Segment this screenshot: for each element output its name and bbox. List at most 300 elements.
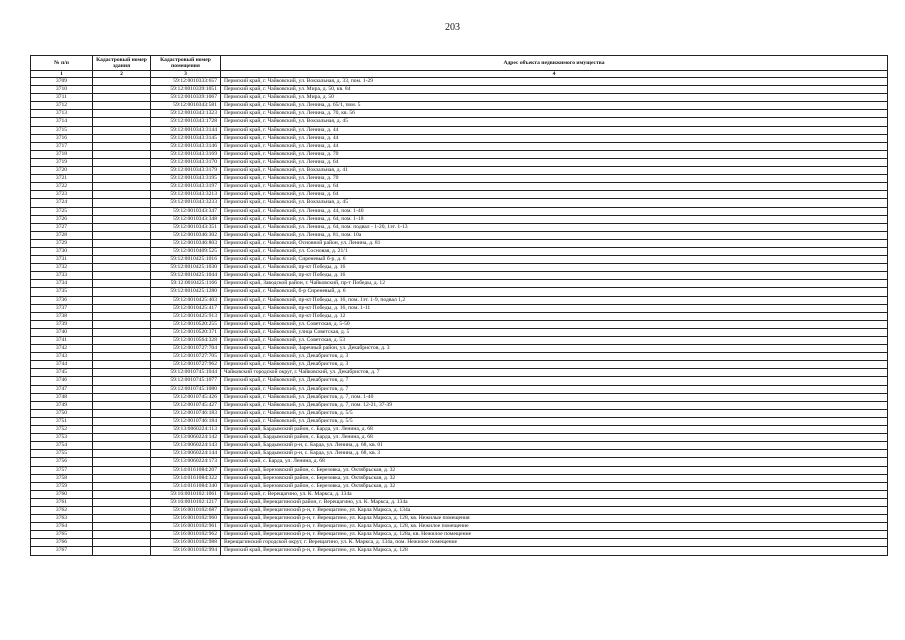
building-cadastral-cell [93,466,151,474]
row-number: 3743 [31,353,93,361]
address-cell: Пермский край, г. Чайковский, пр-кт Победы, д. 16 [221,264,888,272]
room-cadastral-cell: 59:12:0010333:657 [151,78,221,86]
building-cadastral-cell [93,531,151,539]
room-cadastral-cell: 59:12:0010343:3170 [151,158,221,166]
header-room-cadastral: Кадастровый номер помещения [151,56,221,71]
row-number: 3732 [31,264,93,272]
address-cell: Пермский край, г. Чайковский, пр-кт Победы, д. 12 [221,312,888,320]
row-number: 3734 [31,280,93,288]
address-cell: Пермский край, г. Чайковский, ул. Ленина, д. 65/1, пом. 5 [221,102,888,110]
row-number: 3737 [31,304,93,312]
building-cadastral-cell [93,539,151,547]
building-cadastral-cell [93,110,151,118]
building-cadastral-cell [93,264,151,272]
address-cell: Пермский край, г. Чайковский, ул. Ленина, д. 81, пом. 10а [221,231,888,239]
building-cadastral-cell [93,191,151,199]
column-number: 4 [221,71,888,78]
building-cadastral-cell [93,102,151,110]
room-cadastral-cell: 59:12:0010343:348 [151,215,221,223]
table-row [31,167,888,175]
building-cadastral-cell [93,304,151,312]
room-cadastral-cell: 59:12:0010727:704 [151,345,221,353]
room-cadastral-cell: 59:16:0010102:988 [151,539,221,547]
building-cadastral-cell [93,280,151,288]
building-cadastral-cell [93,393,151,401]
row-number: 3755 [31,450,93,458]
row-number: 3742 [31,345,93,353]
table-row [31,498,888,506]
address-cell: Пермский край, г. Верещагино, ул. К. Маркса, д. 134а [221,490,888,498]
table-row [31,183,888,191]
table-row [31,515,888,523]
table-row [31,337,888,345]
row-number: 3762 [31,506,93,514]
row-number: 3717 [31,142,93,150]
row-number: 3726 [31,215,93,223]
row-number: 3735 [31,288,93,296]
table-row [31,547,888,555]
room-cadastral-cell: 59:12:0010746:183 [151,409,221,417]
row-number: 3740 [31,328,93,336]
table-row [31,434,888,442]
building-cadastral-cell [93,450,151,458]
room-cadastral-cell: 59:12:0010425:1166 [151,280,221,288]
building-cadastral-cell [93,490,151,498]
row-number: 3759 [31,482,93,490]
room-cadastral-cell: 59:12:0010425:1016 [151,256,221,264]
column-numbers-row [31,71,888,78]
table-row [31,150,888,158]
room-cadastral-cell: 59:12:0010343:1728 [151,118,221,126]
room-cadastral-cell: 59:16:0010102:994 [151,547,221,555]
address-cell: Пермский край, г. Чайковский, ул. Ленина, д. 64 [221,191,888,199]
table-row [31,506,888,514]
page-number: 203 [445,22,460,33]
address-cell: Пермский край, Березовский район, с. Березовка, ул. Октябрьская, д. 32 [221,482,888,490]
room-cadastral-cell: 59:12:0010425:1280 [151,288,221,296]
room-cadastral-cell: 59:12:0010343:3197 [151,183,221,191]
address-cell: Пермский край, г. Чайковский, ул. Ленина, д. 70, кв. 56 [221,110,888,118]
table-row [31,458,888,466]
row-number: 3764 [31,523,93,531]
building-cadastral-cell [93,385,151,393]
building-cadastral-cell [93,247,151,255]
building-cadastral-cell [93,409,151,417]
room-cadastral-cell: 59:13:0060224:113 [151,426,221,434]
room-cadastral-cell: 59:12:0010409:525 [151,247,221,255]
row-number: 3727 [31,223,93,231]
building-cadastral-cell [93,175,151,183]
building-cadastral-cell [93,199,151,207]
room-cadastral-cell: 59:12:0010745:1077 [151,377,221,385]
room-cadastral-cell: 59:12:0010343:1323 [151,110,221,118]
row-number: 3757 [31,466,93,474]
row-number: 3716 [31,134,93,142]
table-row [31,247,888,255]
table-row [31,175,888,183]
column-number: 1 [31,71,93,78]
room-cadastral-cell: 59:12:0010343:3195 [151,175,221,183]
room-cadastral-cell: 59:12:0010745:426 [151,393,221,401]
building-cadastral-cell [93,377,151,385]
address-cell: Пермский край, Верещагинский р-н, г. Верещагино, ул. Карла Маркса, д. 134а [221,506,888,514]
address-cell: Пермский край, г. Чайковский, ул. Декабристов, д. 3 [221,361,888,369]
room-cadastral-cell: 59:12:0010745:1044 [151,369,221,377]
table-row [31,126,888,134]
room-cadastral-cell: 59:12:0010343:351 [151,223,221,231]
table-row [31,94,888,102]
address-cell: Пермский край, г. Чайковский, пр-кт Победы, д. 16, пом. 1эт. 1-9, подвал 1,2 [221,296,888,304]
table-row [31,118,888,126]
room-cadastral-cell: 59:12:0010343:3179 [151,167,221,175]
table-row [31,223,888,231]
room-cadastral-cell: 59:12:0010346:803 [151,239,221,247]
table-row [31,401,888,409]
address-cell: Пермский край, г. Чайковский, ул. Декабристов, д. 7 [221,385,888,393]
table-row [31,523,888,531]
address-cell: Пермский край, г. Чайковский, ул. Ленина, д. 64 [221,158,888,166]
table-row [31,280,888,288]
row-number: 3750 [31,409,93,417]
address-cell: Пермский край, г. Чайковский, ул. Вокзальная, д. 45 [221,199,888,207]
building-cadastral-cell [93,94,151,102]
table-row [31,199,888,207]
address-cell: Пермский край, г. Чайковский, ул. Ленина, д. 70 [221,175,888,183]
table-row [31,304,888,312]
row-number: 3725 [31,207,93,215]
building-cadastral-cell [93,515,151,523]
address-cell: Пермский край, г. Чайковский, ул. Сосновая, д. 21/1 [221,247,888,255]
table-row [31,442,888,450]
room-cadastral-cell: 59:13:0060224:173 [151,458,221,466]
building-cadastral-cell [93,434,151,442]
address-cell: Пермский край, г. Чайковский, ул. Декабристов, д. 7 [221,377,888,385]
building-cadastral-cell [93,288,151,296]
room-cadastral-cell: 59:12:0010564:328 [151,337,221,345]
row-number: 3710 [31,86,93,94]
row-number: 3753 [31,434,93,442]
building-cadastral-cell [93,361,151,369]
row-number: 3746 [31,377,93,385]
row-number: 3745 [31,369,93,377]
row-number: 3731 [31,256,93,264]
table-row [31,466,888,474]
address-cell: Пермский край, г. Чайковский, ул. Советская, д. 5-50 [221,320,888,328]
address-cell: Пермский край, г. Чайковский, улица Советская, д. 5 [221,328,888,336]
address-cell: Верещагинский городской округ, г. Верещагино, ул. К. Маркса, д. 134а, пом. Нежилое помещение [221,539,888,547]
building-cadastral-cell [93,523,151,531]
row-number: 3730 [31,247,93,255]
table-row [31,385,888,393]
row-number: 3763 [31,515,93,523]
row-number: 3713 [31,110,93,118]
row-number: 3723 [31,191,93,199]
table-row [31,369,888,377]
table-row [31,417,888,425]
building-cadastral-cell [93,320,151,328]
table-row [31,539,888,547]
table-row [31,264,888,272]
room-cadastral-cell: 59:12:0010425:403 [151,296,221,304]
row-number: 3751 [31,417,93,425]
address-cell: Пермский край, г. Чайковский, Основной район, ул. Ленина, д. 81 [221,239,888,247]
room-cadastral-cell: 59:14:0161084:207 [151,466,221,474]
building-cadastral-cell [93,482,151,490]
building-cadastral-cell [93,498,151,506]
room-cadastral-cell: 59:16:0010102:962 [151,531,221,539]
address-cell: Пермский край, Верещагинский р-н, г. Верещагино, ул. Карла Маркса, д. 128 [221,547,888,555]
address-cell: Пермский край, г. Чайковский, ул. Ленина, д. 44, пом. 1-40 [221,207,888,215]
address-cell: Пермский край, г. Чайковский, ул. Декабристов, д. 3 [221,353,888,361]
building-cadastral-cell [93,239,151,247]
building-cadastral-cell [93,215,151,223]
row-number: 3747 [31,385,93,393]
row-number: 3714 [31,118,93,126]
address-cell: Пермский край, Заводской район, г. Чайковский, пр-т Победы, д. 12 [221,280,888,288]
address-cell: Пермский край, г. Чайковский, ул. Вокзальная, д. 45 [221,118,888,126]
row-number: 3739 [31,320,93,328]
table-row [31,320,888,328]
header-address: Адрес объекта недвижимого имущества [221,56,888,71]
room-cadastral-cell: 59:13:0060224:144 [151,450,221,458]
table-row [31,490,888,498]
address-cell: Пермский край, г. Чайковский, ул. Ленина, д. 44 [221,142,888,150]
row-number: 3744 [31,361,93,369]
building-cadastral-cell [93,118,151,126]
address-cell: Пермский край, г. Чайковский, Сиреневый б-р, д. 6 [221,256,888,264]
address-cell: Чайковский городской округ, г. Чайковский, ул. Декабристов, д. 7 [221,369,888,377]
address-cell: Пермский край, Березовский район, с. Березовка, ул. Октябрьская, д. 32 [221,474,888,482]
table-row [31,426,888,434]
address-cell: Пермский край, г. Чайковский, пр-кт Победы, д. 16, пом. 1-11 [221,304,888,312]
table-row [31,393,888,401]
table-row [31,215,888,223]
address-cell: Пермский край, Березовский район, с. Березовка, ул. Октябрьская, д. 32 [221,466,888,474]
row-number: 3721 [31,175,93,183]
table-row [31,531,888,539]
table-row [31,239,888,247]
table-row [31,78,888,86]
header-num: № п/п [31,56,93,71]
building-cadastral-cell [93,150,151,158]
room-cadastral-cell: 59:13:0060224:143 [151,442,221,450]
building-cadastral-cell [93,223,151,231]
building-cadastral-cell [93,86,151,94]
building-cadastral-cell [93,328,151,336]
address-cell: Пермский край, Бардымский район, с. Барда, ул. Ленина, д. 68 [221,426,888,434]
table-row [31,409,888,417]
row-number: 3760 [31,490,93,498]
table-row [31,158,888,166]
property-registry-table [30,55,888,556]
room-cadastral-cell: 59:12:0010343:3169 [151,150,221,158]
table-row [31,142,888,150]
table-body [31,78,888,556]
building-cadastral-cell [93,272,151,280]
room-cadastral-cell: 59:14:0161084:322 [151,474,221,482]
row-number: 3724 [31,199,93,207]
row-number: 3711 [31,94,93,102]
table-row [31,328,888,336]
address-cell: Пермский край, г. Чайковский, ул. Декабристов, д. 7, пом. 12-21, 37-39 [221,401,888,409]
room-cadastral-cell: 59:12:0010727:962 [151,361,221,369]
row-number: 3756 [31,458,93,466]
building-cadastral-cell [93,345,151,353]
building-cadastral-cell [93,353,151,361]
room-cadastral-cell: 59:12:0010343:3145 [151,134,221,142]
room-cadastral-cell: 59:12:0010520:371 [151,328,221,336]
table-row [31,134,888,142]
room-cadastral-cell: 59:16:0010102:1061 [151,490,221,498]
address-cell: Пермский край, г. Чайковский, ул. Ленина, д. 64, пом. подвал - 1-20, 1эт. 1-13 [221,223,888,231]
room-cadastral-cell: 59:12:0010343:3233 [151,199,221,207]
address-cell: Пермский край, г. Чайковский, ул. Ленина, д. 44 [221,134,888,142]
table-row [31,353,888,361]
row-number: 3758 [31,474,93,482]
room-cadastral-cell: 59:16:0010102:1217 [151,498,221,506]
building-cadastral-cell [93,78,151,86]
room-cadastral-cell: 59:13:0060224:142 [151,434,221,442]
room-cadastral-cell: 59:12:0010343:3213 [151,191,221,199]
address-cell: Пермский край, г. Чайковский, Заречный район, ул. Декабристов, д. 3 [221,345,888,353]
address-cell: Пермский край, Бардымский район, с. Барда, ул. Ленина, д. 68 [221,434,888,442]
table-row [31,312,888,320]
address-cell: Пермский край, г. Чайковский, ул. Вокзальная, д. 41 [221,167,888,175]
table-row [31,296,888,304]
building-cadastral-cell [93,417,151,425]
address-cell: Пермский край, г. Чайковский, ул. Мира, д. 50, кв. 84 [221,86,888,94]
building-cadastral-cell [93,183,151,191]
room-cadastral-cell: 59:12:0010343:347 [151,207,221,215]
address-cell: Пермский край, г. Чайковский, ул. Ленина, д. 64 [221,183,888,191]
row-number: 3736 [31,296,93,304]
table-row [31,450,888,458]
table-row [31,474,888,482]
building-cadastral-cell [93,158,151,166]
room-cadastral-cell: 59:12:0010745:427 [151,401,221,409]
address-cell: Пермский край, г. Чайковский, пр-кт Победы, д. 16 [221,272,888,280]
room-cadastral-cell: 59:12:0010425:1044 [151,272,221,280]
room-cadastral-cell: 59:12:0010343:3144 [151,126,221,134]
table-row [31,86,888,94]
building-cadastral-cell [93,506,151,514]
room-cadastral-cell: 59:12:0010745:1080 [151,385,221,393]
table-row [31,110,888,118]
header-building-cadastral: Кадастровый номер здания [93,56,151,71]
row-number: 3728 [31,231,93,239]
building-cadastral-cell [93,296,151,304]
table-row [31,231,888,239]
table-row [31,256,888,264]
building-cadastral-cell [93,207,151,215]
building-cadastral-cell [93,401,151,409]
table-header-row [31,56,888,71]
row-number: 3719 [31,158,93,166]
table-row [31,482,888,490]
table-row [31,361,888,369]
row-number: 3722 [31,183,93,191]
table-row [31,288,888,296]
address-cell: Пермский край, г. Чайковский, ул. Вокзальная, д. 33, пом. 1-29 [221,78,888,86]
building-cadastral-cell [93,442,151,450]
room-cadastral-cell: 59:12:0010343:3146 [151,142,221,150]
room-cadastral-cell: 59:12:0010520:255 [151,320,221,328]
room-cadastral-cell: 59:14:0161084:340 [151,482,221,490]
row-number: 3718 [31,150,93,158]
address-cell: Пермский край, г. Чайковский, ул. Ленина, д. 70 [221,150,888,158]
room-cadastral-cell: 59:16:0010102:687 [151,506,221,514]
address-cell: Пермский край, Верещагинский р-н, г. Верещагино, ул. Карла Маркса, д. 128, кв. Нежилое помещение [221,523,888,531]
building-cadastral-cell [93,167,151,175]
column-number: 3 [151,71,221,78]
address-cell: Пермский край, г. Чайковский, ул. Мира, д. 50 [221,94,888,102]
row-number: 3720 [31,167,93,175]
address-cell: Пермский край, Верещагинский р-н, г. Верещагино, ул. Карла Маркса, д. 128, кв. Нежилые помещения [221,515,888,523]
address-cell: Пермский край, г. Чайковский, ул. Ленина, д. 64, пом. 1-18 [221,215,888,223]
table-row [31,377,888,385]
building-cadastral-cell [93,547,151,555]
row-number: 3709 [31,78,93,86]
building-cadastral-cell [93,337,151,345]
room-cadastral-cell: 59:16:0010102:961 [151,523,221,531]
row-number: 3733 [31,272,93,280]
building-cadastral-cell [93,474,151,482]
address-cell: Пермский край, Верещагинский р-н, г. Верещагино, ул. Карла Маркса, д. 128а, кв. Нежилое помещение [221,531,888,539]
address-cell: Пермский край, г. Чайковский, ул. Ленина, д. 44 [221,126,888,134]
row-number: 3766 [31,539,93,547]
room-cadastral-cell: 59:12:0010425:1030 [151,264,221,272]
row-number: 3749 [31,401,93,409]
room-cadastral-cell: 59:12:0010746:184 [151,417,221,425]
address-cell: Пермский край, с. Барда, ул. Ленина, д. 68 [221,458,888,466]
row-number: 3729 [31,239,93,247]
room-cadastral-cell: 59:12:0010425:913 [151,312,221,320]
address-cell: Пермский край, г. Чайковский, ул. Декабристов, д. 7, пом. 1-40 [221,393,888,401]
address-cell: Пермский край, Бардымский р-н, с. Барда, ул. Ленина, д. 68, кв. 3 [221,450,888,458]
room-cadastral-cell: 59:12:0010343:581 [151,102,221,110]
building-cadastral-cell [93,312,151,320]
address-cell: Пермский край, г. Чайковский, ул. Декабристов, д. 5/5 [221,417,888,425]
building-cadastral-cell [93,256,151,264]
row-number: 3748 [31,393,93,401]
table-row [31,102,888,110]
room-cadastral-cell: 59:12:0010727:705 [151,353,221,361]
table-row [31,272,888,280]
row-number: 3712 [31,102,93,110]
row-number: 3752 [31,426,93,434]
room-cadastral-cell: 59:12:0010425:417 [151,304,221,312]
building-cadastral-cell [93,426,151,434]
row-number: 3754 [31,442,93,450]
row-number: 3761 [31,498,93,506]
address-cell: Пермский край, г. Чайковский, б-р Сиреневый, д. 6 [221,288,888,296]
row-number: 3738 [31,312,93,320]
room-cadastral-cell: 59:12:0010339:1051 [151,86,221,94]
building-cadastral-cell [93,134,151,142]
room-cadastral-cell: 59:16:0010102:960 [151,515,221,523]
building-cadastral-cell [93,126,151,134]
row-number: 3715 [31,126,93,134]
address-cell: Пермский край, г. Чайковский, ул. Советская, д. 53 [221,337,888,345]
address-cell: Пермский край, г. Чайковский, ул. Декабристов, д. 5/5 [221,409,888,417]
address-cell: Пермский край, Верещагинский район, г. Верещагино, ул. К. Маркса, д. 134а [221,498,888,506]
room-cadastral-cell: 59:12:0010346:302 [151,231,221,239]
row-number: 3741 [31,337,93,345]
building-cadastral-cell [93,369,151,377]
room-cadastral-cell: 59:12:0010339:1067 [151,94,221,102]
building-cadastral-cell [93,231,151,239]
table-row [31,345,888,353]
